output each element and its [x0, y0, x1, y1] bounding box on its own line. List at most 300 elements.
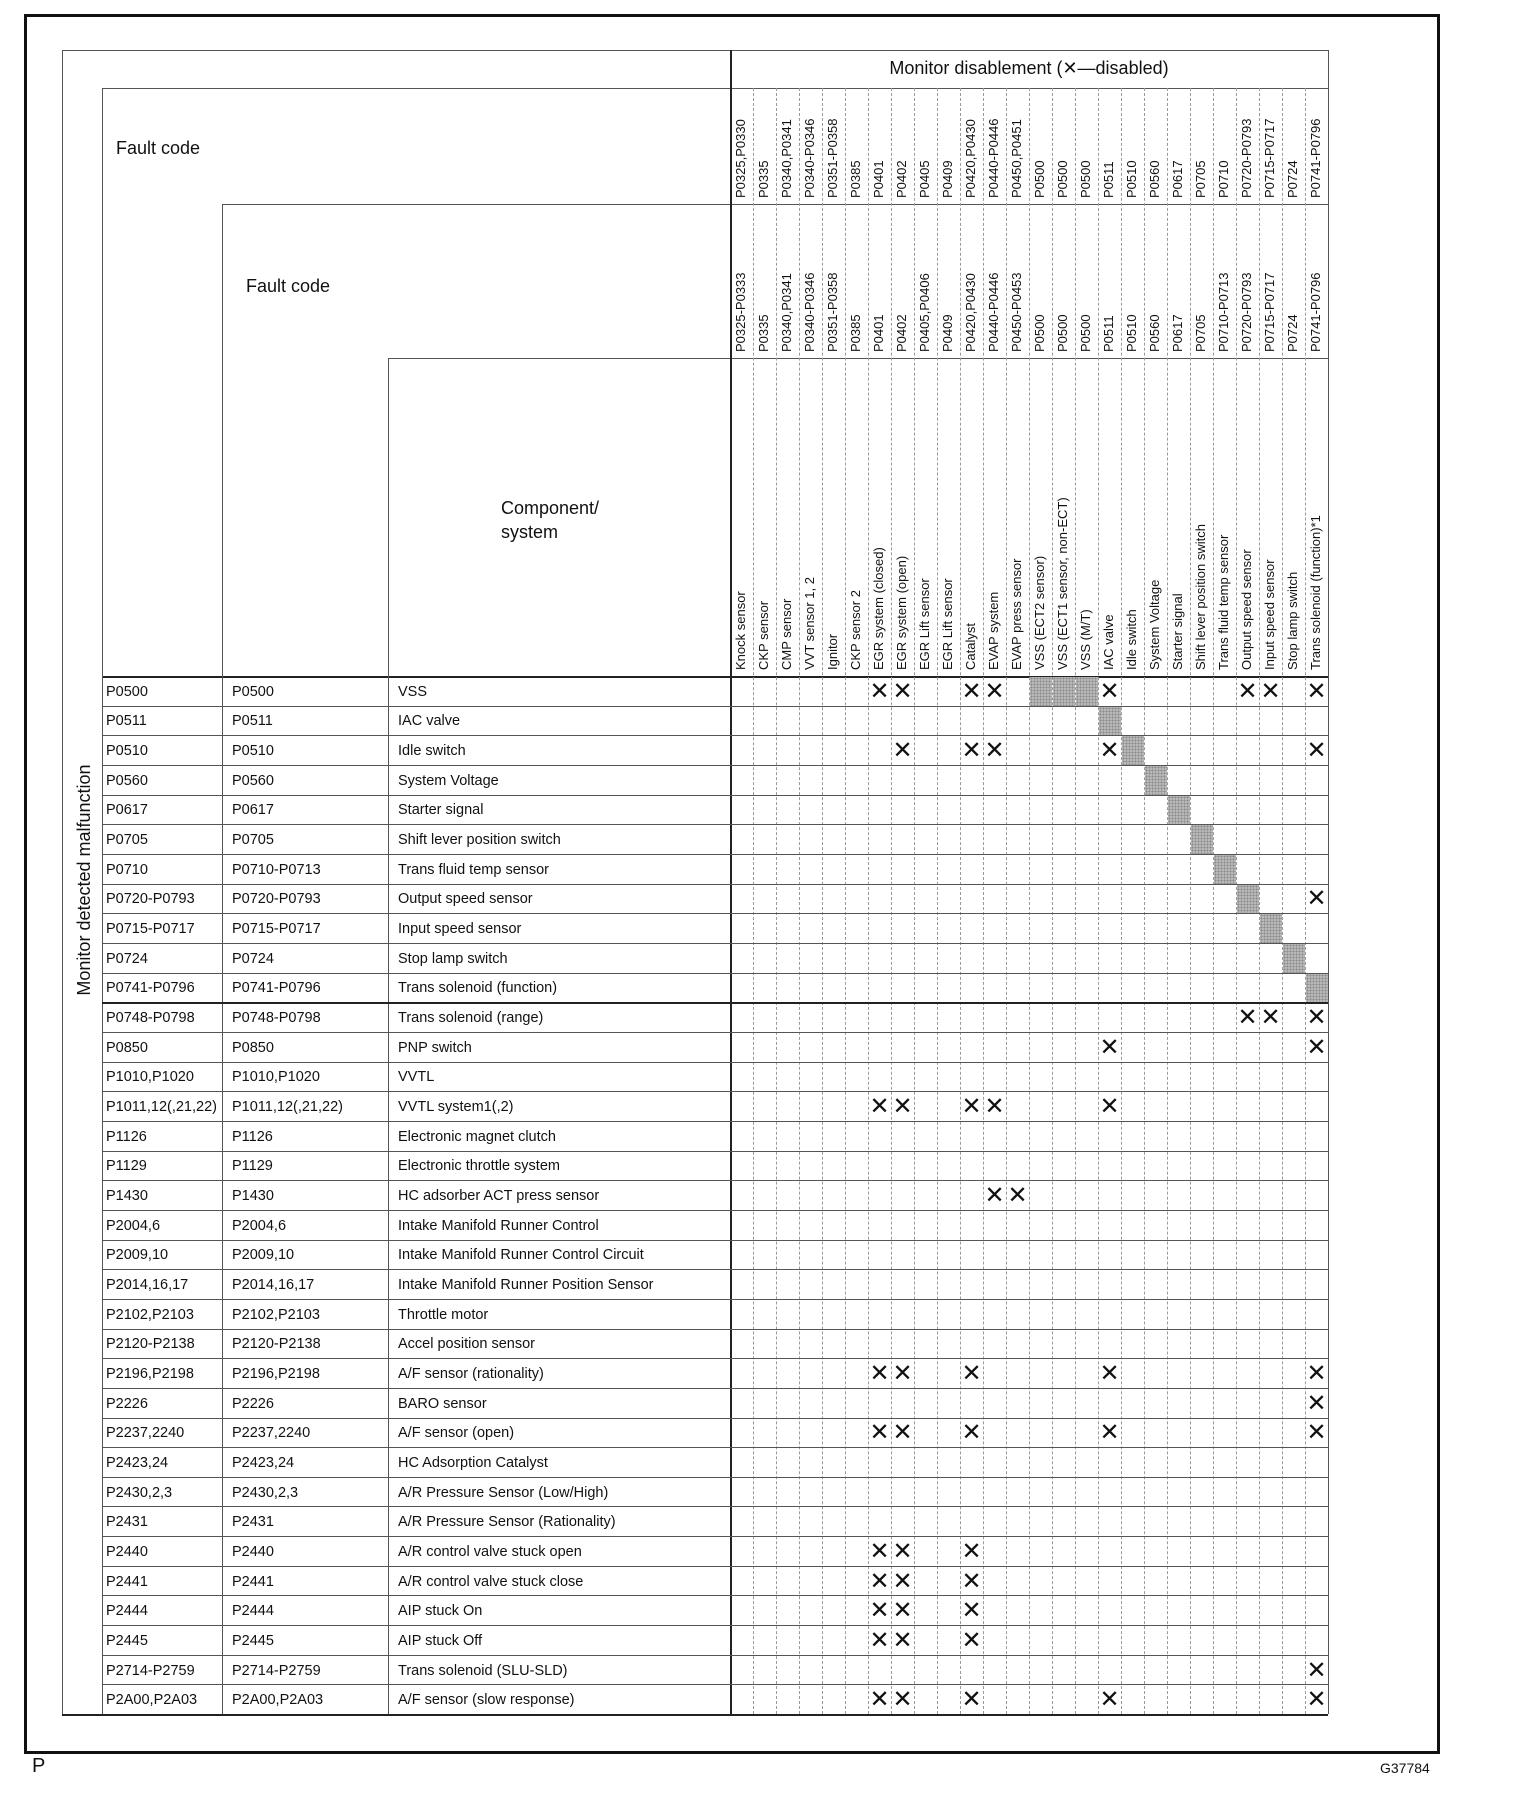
- grid-line: [753, 88, 754, 1714]
- grid-line: [799, 88, 800, 1714]
- grid-line: [983, 88, 984, 1714]
- disabled-mark: ✕: [1306, 884, 1327, 912]
- fault-code-cell: P1010,P1020: [232, 1069, 320, 1085]
- fault-code-cell: P0710-P0713: [232, 862, 321, 878]
- component-cell: Idle switch: [398, 743, 466, 759]
- shaded-cell: [1145, 766, 1167, 795]
- grid-line: [868, 88, 869, 1714]
- column-code-1: P0705: [1193, 160, 1208, 198]
- disabled-mark: ✕: [1099, 736, 1120, 764]
- fault-code-cell: P2444: [232, 1603, 274, 1619]
- column-component: VSS (ECT2 sensor): [1032, 555, 1047, 670]
- component-cell: PNP switch: [398, 1040, 472, 1056]
- grid-line: [102, 1358, 1328, 1359]
- grid-line: [102, 943, 1328, 944]
- disabled-mark: ✕: [1237, 677, 1258, 705]
- column-code-2: P0510: [1124, 314, 1139, 352]
- column-component: Trans fluid temp sensor: [1216, 534, 1231, 670]
- fault-code-cell: P0724: [106, 951, 148, 967]
- fault-code-cell: P0510: [106, 743, 148, 759]
- column-code-1: P0500: [1032, 160, 1047, 198]
- fault-code-cell: P2009,10: [232, 1247, 295, 1263]
- column-component: EGR Lift sensor: [940, 578, 955, 670]
- column-code-2: P0617: [1170, 314, 1185, 352]
- column-component: Trans solenoid (function)*1: [1308, 515, 1323, 670]
- column-code-2: P0560: [1147, 314, 1162, 352]
- column-component: EGR system (open): [894, 555, 909, 670]
- disabled-mark: ✕: [1306, 1359, 1327, 1387]
- disabled-mark: ✕: [961, 1567, 982, 1595]
- fault-code-cell: P2120-P2138: [232, 1336, 321, 1352]
- component-cell: HC adsorber ACT press sensor: [398, 1188, 600, 1204]
- column-code-1: P0741-P0796: [1308, 118, 1323, 198]
- grid-line: [102, 1299, 1328, 1300]
- grid-line: [102, 1210, 1328, 1211]
- disabled-mark: ✕: [1306, 736, 1327, 764]
- fault-code-cell: P2237,2240: [232, 1425, 311, 1441]
- grid-line: [102, 1566, 1328, 1567]
- column-code-2: P0500: [1032, 314, 1047, 352]
- grid-line: [102, 1684, 1328, 1685]
- fault-code-cell: P2009,10: [106, 1247, 169, 1263]
- disabled-mark: ✕: [961, 677, 982, 705]
- disabled-mark: ✕: [1306, 1033, 1327, 1061]
- fault-code-cell: P2237,2240: [106, 1425, 185, 1441]
- fault-code-cell: P2196,P2198: [232, 1366, 320, 1382]
- disabled-mark: ✕: [1099, 1359, 1120, 1387]
- fault-code-cell: P2440: [106, 1544, 148, 1560]
- disabled-mark: ✕: [961, 1537, 982, 1565]
- grid-line: [1144, 88, 1145, 1714]
- column-code-1: P0409: [940, 160, 955, 198]
- component-cell: A/F sensor (slow response): [398, 1692, 575, 1708]
- column-component: Idle switch: [1124, 609, 1139, 670]
- component-cell: VVTL: [398, 1069, 435, 1085]
- shaded-cell: [1122, 736, 1144, 765]
- fault-code-cell: P0617: [232, 802, 274, 818]
- fault-code-cell: P2014,16,17: [106, 1277, 189, 1293]
- column-component: Input speed sensor: [1262, 559, 1277, 670]
- fault-code-cell: P1129: [232, 1158, 273, 1174]
- grid-line: [102, 1625, 1328, 1626]
- component-cell: BARO sensor: [398, 1396, 487, 1412]
- fault-code-cell: P2226: [106, 1396, 148, 1412]
- fault-code-cell: P1126: [106, 1129, 147, 1145]
- disabled-mark: ✕: [892, 736, 913, 764]
- column-code-2: P0325-P0333: [733, 272, 748, 352]
- column-code-2: P0511: [1101, 315, 1116, 352]
- column-code-2: P0500: [1078, 314, 1093, 352]
- grid-line: [1259, 88, 1260, 1714]
- disabled-mark: ✕: [869, 1596, 890, 1624]
- disabled-mark: ✕: [869, 1537, 890, 1565]
- disabled-mark: ✕: [1306, 1389, 1327, 1417]
- column-code-2: P0705: [1193, 314, 1208, 352]
- fault-code-cell: P1126: [232, 1129, 273, 1145]
- fault-code-cell: P0724: [232, 951, 274, 967]
- component-cell: Stop lamp switch: [398, 951, 508, 967]
- disabled-mark: ✕: [869, 1626, 890, 1654]
- fault-code-cell: P2440: [232, 1544, 274, 1560]
- disabled-mark: ✕: [869, 1685, 890, 1713]
- disabled-mark: ✕: [984, 1092, 1005, 1120]
- column-code-2: P0335: [756, 314, 771, 352]
- fault-code-cell: P0511: [232, 713, 273, 729]
- fault-code-cell: P2423,24: [106, 1455, 169, 1471]
- grid-line: [102, 706, 1328, 707]
- disabled-mark: ✕: [869, 1567, 890, 1595]
- disabled-mark: ✕: [1237, 1003, 1258, 1031]
- grid-line: [891, 88, 892, 1714]
- grid-line: [1075, 88, 1076, 1714]
- disabled-mark: ✕: [1099, 1033, 1120, 1061]
- disabled-mark: ✕: [1099, 677, 1120, 705]
- disabled-mark: ✕: [961, 1092, 982, 1120]
- fault-code-cell: P0715-P0717: [106, 921, 195, 937]
- grid-line: [102, 1418, 1328, 1419]
- disabled-mark: ✕: [892, 1418, 913, 1446]
- column-component: VSS (M/T): [1078, 609, 1093, 670]
- column-code-2: P0401: [871, 314, 886, 352]
- column-code-1: P0340,P0341: [779, 119, 794, 198]
- column-code-2: P0450-P0453: [1009, 272, 1024, 352]
- column-component: Catalyst: [963, 623, 978, 670]
- disabled-mark: ✕: [892, 677, 913, 705]
- column-code-2: P0385: [848, 314, 863, 352]
- disabled-mark: ✕: [1099, 1092, 1120, 1120]
- column-code-2: P0724: [1285, 314, 1300, 352]
- disabled-mark: ✕: [961, 1596, 982, 1624]
- column-code-1: P0560: [1147, 160, 1162, 198]
- column-code-1: P0510: [1124, 160, 1139, 198]
- component-cell: Input speed sensor: [398, 921, 522, 937]
- shaded-cell: [1168, 796, 1190, 825]
- grid-line: [102, 1447, 1328, 1448]
- component-cell: Intake Manifold Runner Position Sensor: [398, 1277, 654, 1293]
- grid-line: [914, 88, 915, 1714]
- component-cell: A/R control valve stuck close: [398, 1574, 584, 1590]
- disabled-mark: ✕: [892, 1626, 913, 1654]
- fault-code-cell: P0560: [232, 773, 274, 789]
- fault-code-header-1: Fault code: [116, 138, 201, 158]
- column-component: EGR system (closed): [871, 547, 886, 670]
- disabled-mark: ✕: [984, 736, 1005, 764]
- fault-code-cell: P2014,16,17: [232, 1277, 315, 1293]
- column-component: Output speed sensor: [1239, 549, 1254, 670]
- column-code-1: P0351-P0358: [825, 118, 840, 198]
- grid-line: [102, 1032, 1328, 1033]
- table-title: Monitor disablement (✕—disabled): [889, 58, 1169, 78]
- grid-line: [102, 1269, 1328, 1270]
- component-cell: Starter signal: [398, 802, 484, 818]
- column-code-2: P0710-P0713: [1216, 272, 1231, 352]
- component-header-line2: system: [501, 522, 559, 542]
- shaded-cell: [1260, 914, 1282, 943]
- component-cell: Shift lever position switch: [398, 832, 561, 848]
- grid-line: [937, 88, 938, 1714]
- shaded-cell: [1237, 885, 1259, 914]
- column-code-1: P0720-P0793: [1239, 118, 1254, 198]
- grid-line: [1052, 88, 1053, 1714]
- column-code-2: P0420,P0430: [963, 273, 978, 352]
- fault-code-cell: P2430,2,3: [106, 1485, 173, 1501]
- disabled-mark: ✕: [961, 1685, 982, 1713]
- column-code-1: P0385: [848, 160, 863, 198]
- fault-code-cell: P2226: [232, 1396, 274, 1412]
- column-component: VVT sensor 1, 2: [802, 577, 817, 670]
- grid-line: [102, 1477, 1328, 1478]
- fault-code-cell: P2441: [106, 1574, 148, 1590]
- fault-code-cell: P0705: [232, 832, 274, 848]
- component-cell: A/R Pressure Sensor (Rationality): [398, 1514, 616, 1530]
- grid-line: [845, 88, 846, 1714]
- disabled-mark: ✕: [869, 1092, 890, 1120]
- column-code-1: P0340-P0346: [802, 118, 817, 198]
- fault-code-cell: P0748-P0798: [106, 1010, 195, 1026]
- grid-line: [776, 88, 777, 1714]
- fault-code-cell: P2441: [232, 1574, 274, 1590]
- component-cell: Electronic throttle system: [398, 1158, 560, 1174]
- column-code-1: P0500: [1055, 160, 1070, 198]
- grid-line: [102, 1388, 1328, 1389]
- disabled-mark: ✕: [1099, 1418, 1120, 1446]
- grid-line: [62, 1714, 1328, 1716]
- fault-code-cell: P2004,6: [232, 1218, 287, 1234]
- fault-code-cell: P1011,12(,21,22): [232, 1099, 343, 1115]
- shaded-cell: [1191, 825, 1213, 854]
- fault-code-cell: P0741-P0796: [106, 980, 195, 996]
- column-component: Stop lamp switch: [1285, 571, 1300, 670]
- disabled-mark: ✕: [1306, 677, 1327, 705]
- column-code-1: P0724: [1285, 160, 1300, 198]
- column-component: EVAP system: [986, 591, 1001, 670]
- fault-code-header-2: Fault code: [246, 276, 331, 296]
- fault-code-cell: P2196,P2198: [106, 1366, 194, 1382]
- fault-code-cell: P0705: [106, 832, 148, 848]
- component-cell: Accel position sensor: [398, 1336, 536, 1352]
- column-code-1: P0500: [1078, 160, 1093, 198]
- column-code-1: P0710: [1216, 160, 1231, 198]
- column-component: EGR Lift sensor: [917, 578, 932, 670]
- column-code-2: P0741-P0796: [1308, 272, 1323, 352]
- grid-line: [102, 1002, 1328, 1004]
- shaded-cell: [1076, 677, 1098, 706]
- column-code-2: P0340,P0341: [779, 273, 794, 352]
- grid-line: [102, 1240, 1328, 1241]
- column-code-1: P0401: [871, 160, 886, 198]
- column-code-2: P0405,P0406: [917, 273, 932, 352]
- column-component: Shift lever position switch: [1193, 524, 1208, 670]
- column-component: Ignitor: [825, 633, 840, 670]
- column-component: IAC valve: [1101, 614, 1116, 670]
- disabled-mark: ✕: [1306, 1418, 1327, 1446]
- disabled-mark: ✕: [961, 1359, 982, 1387]
- grid-line: [102, 913, 1328, 914]
- fault-code-cell: P0850: [106, 1040, 148, 1056]
- fault-code-cell: P1129: [106, 1158, 147, 1174]
- column-code-1: P0511: [1101, 161, 1116, 198]
- fault-code-cell: P2431: [232, 1514, 274, 1530]
- corner-letter: P: [32, 1755, 46, 1777]
- component-cell: Intake Manifold Runner Control: [398, 1218, 599, 1234]
- grid-line: [102, 1180, 1328, 1181]
- fault-code-cell: P2714-P2759: [232, 1663, 321, 1679]
- disabled-mark: ✕: [892, 1359, 913, 1387]
- grid-line: [102, 1062, 1328, 1063]
- fault-code-cell: P0617: [106, 802, 148, 818]
- grid-line: [102, 795, 1328, 796]
- column-code-2: P0440-P0446: [986, 272, 1001, 352]
- component-cell: Trans fluid temp sensor: [398, 862, 549, 878]
- disabled-mark: ✕: [961, 1418, 982, 1446]
- component-cell: VVTL system1(,2): [398, 1099, 514, 1115]
- fault-code-cell: P0710: [106, 862, 148, 878]
- fault-code-cell: P2120-P2138: [106, 1336, 195, 1352]
- fault-code-cell: P0500: [232, 684, 274, 700]
- shaded-cell: [1283, 944, 1305, 973]
- component-cell: System Voltage: [398, 773, 499, 789]
- component-cell: VSS: [398, 684, 428, 700]
- component-cell: A/R Pressure Sensor (Low/High): [398, 1485, 609, 1501]
- fault-code-cell: P2444: [106, 1603, 148, 1619]
- disabled-mark: ✕: [984, 677, 1005, 705]
- figure-id: G37784: [1380, 1760, 1430, 1776]
- disabled-mark: ✕: [961, 736, 982, 764]
- disabled-mark: ✕: [1306, 1685, 1327, 1713]
- column-code-1: P0405: [917, 160, 932, 198]
- column-code-1: P0450,P0451: [1009, 119, 1024, 198]
- column-component: VSS (ECT1 sensor, non-ECT): [1055, 497, 1070, 670]
- disabled-mark: ✕: [892, 1092, 913, 1120]
- disabled-mark: ✕: [1260, 1003, 1281, 1031]
- column-code-1: P0715-P0717: [1262, 118, 1277, 198]
- grid-line: [388, 358, 1328, 359]
- side-label: Monitor detected malfunction: [73, 764, 94, 996]
- fault-code-cell: P1430: [106, 1188, 148, 1204]
- component-cell: A/F sensor (rationality): [398, 1366, 544, 1382]
- grid-line: [102, 1536, 1328, 1537]
- fault-code-cell: P0748-P0798: [232, 1010, 321, 1026]
- fault-code-cell: P2004,6: [106, 1218, 161, 1234]
- shaded-cell: [1099, 707, 1121, 736]
- disabled-mark: ✕: [869, 677, 890, 705]
- disabled-mark: ✕: [1099, 1685, 1120, 1713]
- shaded-cell: [1214, 855, 1236, 884]
- component-cell: Trans solenoid (SLU-SLD): [398, 1663, 568, 1679]
- disabled-mark: ✕: [892, 1596, 913, 1624]
- fault-code-cell: P0741-P0796: [232, 980, 321, 996]
- column-component: CKP sensor: [756, 600, 771, 670]
- component-cell: Output speed sensor: [398, 891, 533, 907]
- component-cell: Throttle motor: [398, 1307, 489, 1323]
- column-code-1: P0617: [1170, 160, 1185, 198]
- disabled-mark: ✕: [984, 1181, 1005, 1209]
- disabled-mark: ✕: [869, 1418, 890, 1446]
- grid-line: [222, 204, 223, 1714]
- disabled-mark: ✕: [1007, 1181, 1028, 1209]
- fault-code-cell: P1430: [232, 1188, 274, 1204]
- grid-line: [1282, 88, 1283, 1714]
- column-code-2: P0500: [1055, 314, 1070, 352]
- column-code-1: P0440-P0446: [986, 118, 1001, 198]
- grid-line: [102, 824, 1328, 825]
- fault-code-cell: P2102,P2103: [232, 1307, 320, 1323]
- component-cell: AIP stuck On: [398, 1603, 483, 1619]
- grid-line: [102, 1151, 1328, 1152]
- column-code-1: P0420,P0430: [963, 119, 978, 198]
- fault-code-cell: P0720-P0793: [232, 891, 321, 907]
- component-cell: Trans solenoid (range): [398, 1010, 544, 1026]
- fault-code-cell: P2A00,P2A03: [106, 1692, 198, 1708]
- column-component: Starter signal: [1170, 593, 1185, 670]
- grid-line: [1167, 88, 1168, 1714]
- grid-line: [1029, 88, 1030, 1714]
- fault-code-cell: P0510: [232, 743, 274, 759]
- grid-line: [102, 854, 1328, 855]
- component-cell: HC Adsorption Catalyst: [398, 1455, 548, 1471]
- disabled-mark: ✕: [869, 1359, 890, 1387]
- grid-line: [102, 1506, 1328, 1507]
- fault-code-cell: P1011,12(,21,22): [106, 1099, 217, 1115]
- column-code-2: P0340-P0346: [802, 272, 817, 352]
- column-code-2: P0409: [940, 314, 955, 352]
- column-code-2: P0715-P0717: [1262, 272, 1277, 352]
- grid-line: [102, 88, 730, 89]
- component-header-line1: Component/: [501, 498, 600, 518]
- grid-line: [1213, 88, 1214, 1714]
- grid-line: [102, 1329, 1328, 1330]
- component-cell: AIP stuck Off: [398, 1633, 483, 1649]
- column-component: Knock sensor: [733, 591, 748, 670]
- column-code-2: P0720-P0793: [1239, 272, 1254, 352]
- grid-line: [1006, 88, 1007, 1714]
- component-cell: Intake Manifold Runner Control Circuit: [398, 1247, 644, 1263]
- grid-line: [1328, 50, 1329, 1714]
- column-component: System Voltage: [1147, 579, 1162, 670]
- fault-code-cell: P2445: [106, 1633, 148, 1649]
- shaded-cell: [1030, 677, 1052, 706]
- fault-code-cell: P0511: [106, 713, 147, 729]
- fault-code-cell: P2423,24: [232, 1455, 295, 1471]
- grid-line: [960, 88, 961, 1714]
- fault-code-cell: P2102,P2103: [106, 1307, 194, 1323]
- component-cell: Electronic magnet clutch: [398, 1129, 556, 1145]
- component-cell: IAC valve: [398, 713, 461, 729]
- fault-code-cell: P0850: [232, 1040, 274, 1056]
- grid-line: [102, 884, 1328, 885]
- column-component: EVAP press sensor: [1009, 558, 1024, 670]
- disabled-mark: ✕: [1260, 677, 1281, 705]
- disabled-mark: ✕: [1306, 1003, 1327, 1031]
- column-code-2: P0402: [894, 314, 909, 352]
- shaded-cell: [1306, 974, 1328, 1003]
- fault-code-cell: P0560: [106, 773, 148, 789]
- column-code-1: P0325,P0330: [733, 119, 748, 198]
- component-cell: A/R control valve stuck open: [398, 1544, 582, 1560]
- column-component: CKP sensor 2: [848, 590, 863, 670]
- column-component: CMP sensor: [779, 598, 794, 670]
- grid-line: [102, 973, 1328, 974]
- shaded-cell: [1053, 677, 1075, 706]
- grid-line: [1190, 88, 1191, 1714]
- grid-line: [62, 50, 1328, 51]
- fault-code-cell: P2714-P2759: [106, 1663, 195, 1679]
- grid-line: [102, 1121, 1328, 1122]
- disabled-mark: ✕: [892, 1537, 913, 1565]
- fault-code-cell: P0715-P0717: [232, 921, 321, 937]
- grid-line: [102, 1595, 1328, 1596]
- fault-code-cell: P2431: [106, 1514, 148, 1530]
